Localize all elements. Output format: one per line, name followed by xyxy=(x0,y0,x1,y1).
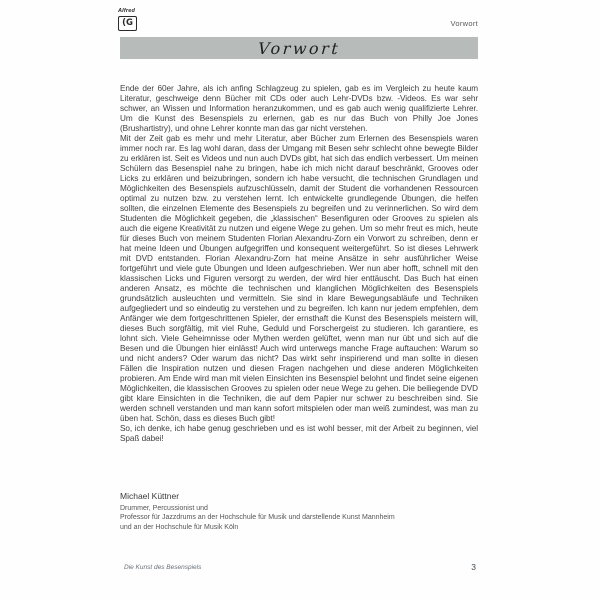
footer-page-number: 3 xyxy=(471,562,476,572)
paragraph-3: So, ich denke, ich habe genug geschrieben und es ist wohl besser, mit der Arbeit zu beginnen, viel Spaß dabei! xyxy=(120,424,478,443)
alfred-logo-mark-icon: (G xyxy=(118,16,137,31)
running-head: Vorwort xyxy=(450,19,478,28)
signature-block xyxy=(120,492,478,533)
author-role-line-2: Professor für Jazzdrums an der Hochschule für Musik und darstellende Kunst Mannheim xyxy=(120,514,395,521)
paragraph-1: Ende der 60er Jahre, als ich anfing Schlagzeug zu spielen, gab es im Vergleich zu heute kaum Literatur, geschweige denn Bücher mit CDs oder auch Lehr-DVDs bzw. -Videos. Es war sehr schwer, an Wissen und Information heranzukommen, und es gab auch wenig qualifizierte Lehrer. Um die Kunst des Besenspiels zu erlernen, gab es nur das Buch von Philly Joe Jones (Brushartistry), und ohne Lehrer konnte man das gar nicht verstehen. xyxy=(120,84,478,133)
author-role-line-1: Drummer, Percussionist und xyxy=(120,504,208,512)
paragraph-2: Mit der Zeit gab es mehr und mehr Literatur, aber Bücher zum Erlernen des Besenspiels waren immer noch rar. Es lag wohl daran, dass der Umgang mit Besen sehr schlecht ohne bewegte Bilder zu erklären ist. Seit es Videos und nun auch DVDs gibt, hat sich das endlich verbessert. Um meinen Schülern das Besenspiel nahe zu bringen, habe ich mich nicht darauf beschränkt, Grooves oder Licks zu erklären und beizubringen, sondern ich habe versucht, die technischen Grundlagen und Möglichkeiten des Besenspiels aufzuschlüsseln, damit der Student die vorhandenen Ressourcen optimal zu nutzen bzw. zu verstehen lernt. Ich entwickelte grundlegende Übungen, die helfen sollten, die einzelnen Elemente des Besenspiels zu begreifen und zu verinnerlichen. So wird dem Studenten die Möglichkeit gegeben, die „klassischen“ Besenfiguren oder Grooves zu spielen als auch die eigene Kreativität zu nutzen und eigene Wege zu gehen. Um so mehr freut es mich, heute für dieses Buch von meinem Studenten Florian Alexandru-Zorn ein Vorwort zu schreiben, denn er hat meine Ideen und Übungen aufgegriffen und konsequent weitergeführt. So ist dieses Lehrwerk mit DVD entstanden. Florian Alexandru-Zorn hat meine Ansätze in sehr ausführlicher Weise fortgeführt und viele gute Übungen und Ideen aufgeschrieben. Wer nun aber hofft, schnell mit den klassischen Licks und Figuren versorgt zu werden, der wird hier enttäuscht. Das Buch hat einen anderen Ansatz, es möchte die technischen und klanglichen Möglichkeiten des Besenspiels grundsätzlich ausleuchten und vermitteln. Sie sind in klare Bewegungsabläufe und Techniken aufgegliedert und so eindeutig zu verstehen und zu begreifen. Ich kann nur jedem empfehlen, dem Anfänger wie dem fortgeschrittenen Spieler, der ernsthaft die Kunst des Besenspiels meistern will, dieses Buch sorgfältig, mit viel Ruhe, Geduld und Forschergeist zu studieren. Ich garantiere, es lohnt sich. Viele Geheimnisse oder Mythen werden gelüftet, wenn man nur übt und sich auf die Besen und die Übungen hier einlässt! Auch wird unterwegs manche Frage auftauchen: Warum so und nicht anders? Oder warum das nicht? Das wirkt sehr inspirierend und man sollte in diesen Fällen die Inspiration nutzen und diesen Fragen nachgehen und diese anderen Möglichkeiten probieren. Am Ende wird man mit vielen Einsichten ins Besenspiel belohnt und findet seine eigenen Möglichkeiten, die klassischen Grooves zu spielen oder neue Wege zu gehen. Die beiliegende DVD gibt klare Einsichten in die Techniken, die auf dem Papier nur schwer zu beschreiben sind. Sie werden schnell verstanden und man kann sofort mitspielen oder man weiß zumindest, was man zu üben hat. Schön, dass es dieses Buch gibt! xyxy=(120,134,478,423)
footer-book-title: Die Kunst des Besenspiels xyxy=(124,564,202,571)
alfred-logo xyxy=(118,9,137,31)
author-role-line-3: und an der Hochschule für Musik Köln xyxy=(120,523,239,531)
chapter-title-banner xyxy=(120,37,478,59)
alfred-logo-brand-text: Alfred xyxy=(118,8,136,14)
author-name: Michael Küttner xyxy=(120,491,180,501)
preface-body xyxy=(120,84,478,444)
chapter-title: Vorwort xyxy=(257,38,341,58)
